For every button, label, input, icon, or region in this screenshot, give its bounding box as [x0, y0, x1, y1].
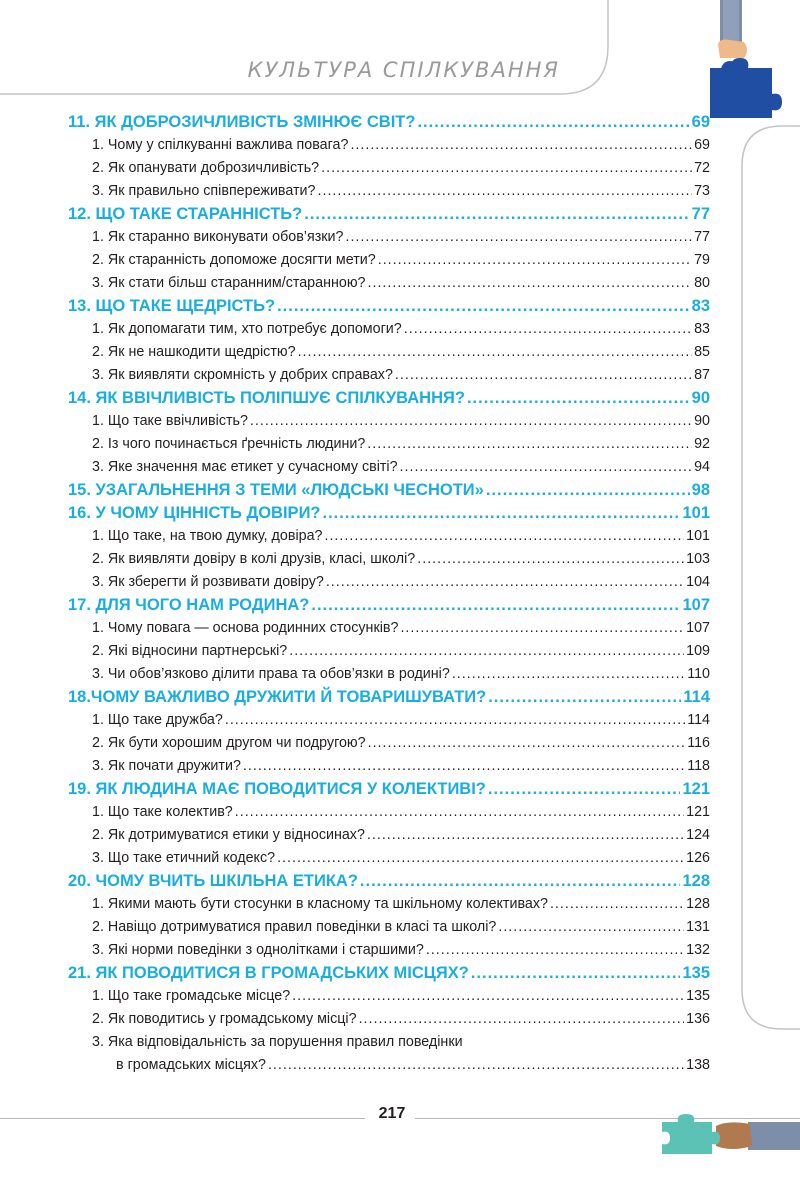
toc-subtopic-entry[interactable] [68, 318, 710, 341]
dot-leader [324, 525, 684, 548]
dot-leader [400, 617, 684, 640]
dot-leader [367, 824, 684, 847]
toc-chapter-entry[interactable] [68, 962, 710, 985]
toc-entry-title: 3. Як зберегти й розвивати довіру? [92, 574, 324, 590]
toc-subtopic-entry[interactable] [68, 663, 710, 686]
toc-entry-title: 13. ЩО ТАКЕ ЩЕДРІСТЬ? [68, 297, 276, 315]
toc-entry-title: 16. У ЧОМУ ЦІННІСТЬ ДОВІРИ? [68, 504, 321, 522]
dot-leader [298, 341, 693, 364]
dot-leader [498, 916, 684, 939]
hand-holding-puzzle-illustration [700, 0, 800, 125]
toc-entry-title: 2. Із чого починається ґречність людини? [92, 436, 366, 452]
toc-entry-title: 3. Як правильно співпереживати? [92, 183, 316, 199]
toc-page-number: 116 [687, 735, 710, 751]
dot-leader [304, 203, 689, 226]
dot-leader [277, 295, 690, 318]
toc-entry-title: 3. Що таке етичний кодекс? [92, 850, 276, 866]
toc-chapter-entry[interactable] [68, 778, 710, 801]
toc-subtopic-entry[interactable] [68, 801, 710, 824]
dot-leader [318, 180, 693, 203]
toc-page-number: 73 [694, 183, 710, 199]
footer-divider-left [0, 1118, 365, 1119]
toc-entry-title: 1. Якими мають бути стосунки в класному та шкільному колективах? [92, 896, 548, 912]
toc-subtopic-entry[interactable] [68, 939, 710, 962]
toc-entry-title: 1. Чому повага — основа родинних стосунків? [92, 620, 399, 636]
toc-entry-title: 3. Які норми поведінки з однолітками і старшими? [92, 942, 424, 958]
toc-page-number: 107 [686, 620, 710, 636]
toc-page-number: 69 [691, 113, 710, 131]
toc-page-number: 85 [694, 344, 710, 360]
toc-page-number: 83 [694, 321, 710, 337]
dot-leader [368, 732, 686, 755]
toc-entry-title: 2. Як не нашкодити щедрістю? [92, 344, 296, 360]
dot-leader [395, 364, 692, 387]
toc-entry-title: 1. Чому у спілкуванні важлива повага? [92, 137, 349, 153]
toc-chapter-entry[interactable] [68, 502, 710, 525]
toc-page-number: 110 [687, 666, 710, 682]
toc-page-number: 77 [694, 229, 710, 245]
toc-subtopic-entry[interactable] [68, 847, 710, 870]
dot-leader [404, 318, 692, 341]
dot-leader [488, 686, 681, 709]
toc-page-number: 109 [686, 643, 710, 659]
toc-entry-title: 2. Як поводитись у громадському місці? [92, 1011, 357, 1027]
toc-entry-title: 18.ЧОМУ ВАЖЛИВО ДРУЖИТИ Й ТОВАРИШУВАТИ? [68, 688, 487, 706]
toc-entry-title: 11. ЯК ДОБРОЗИЧЛИВІСТЬ ЗМІНЮЄ СВІТ? [68, 113, 416, 131]
toc-chapter-entry[interactable] [68, 870, 710, 893]
dot-leader [326, 571, 684, 594]
toc-entry-title: 15. УЗАГАЛЬНЕННЯ З ТЕМИ «ЛЮДСЬКІ ЧЕСНОТИ» [68, 481, 484, 499]
toc-entry-title: 19. ЯК ЛЮДИНА МАЄ ПОВОДИТИСЯ У КОЛЕКТИВІ? [68, 780, 486, 798]
toc-chapter-entry[interactable] [68, 111, 710, 134]
toc-entry-title: в громадських місцях? [116, 1057, 266, 1073]
toc-page-number: 138 [686, 1057, 710, 1073]
toc-page-number: 114 [683, 688, 710, 706]
toc-subtopic-entry[interactable] [68, 755, 710, 778]
toc-page-number: 103 [686, 551, 710, 567]
toc-page-number: 132 [686, 942, 710, 958]
toc-subtopic-entry[interactable] [68, 893, 710, 916]
toc-entry-title: 1. Що таке колектив? [92, 804, 233, 820]
toc-entry-title: 1. Що таке громадське місце? [92, 988, 291, 1004]
toc-entry-title: 17. ДЛЯ ЧОГО НАМ РОДИНА? [68, 596, 310, 614]
toc-subtopic-entry[interactable] [68, 433, 710, 456]
toc-entry-title: 3. Як виявляти скромність у добрих справах? [92, 367, 393, 383]
toc-entry-title: 1. Як допомагати тим, хто потребує допомоги? [92, 321, 402, 337]
toc-page-number: 131 [686, 919, 710, 935]
dot-leader [292, 985, 684, 1008]
toc-subtopic-entry[interactable] [68, 180, 710, 203]
toc-entry-title: 2. Як дотримуватися етики у відносинах? [92, 827, 365, 843]
toc-subtopic-entry[interactable] [68, 1008, 710, 1031]
toc-page-number: 72 [694, 160, 710, 176]
toc-page-number: 90 [694, 413, 710, 429]
toc-entry-title-line1: 3. Яка відповідальність за порушення правил поведінки [92, 1034, 463, 1050]
toc-subtopic-entry[interactable] [68, 272, 710, 295]
toc-page-number: 80 [694, 275, 710, 291]
dot-leader [235, 801, 684, 824]
dot-leader [417, 548, 684, 571]
dot-leader [426, 939, 684, 962]
toc-entry-title: 2. Як старанність допоможе досягти мети? [92, 252, 376, 268]
toc-entry-title: 2. Як опанувати доброзичливість? [92, 160, 320, 176]
dot-leader [367, 433, 692, 456]
toc-page-number: 135 [686, 988, 710, 1004]
toc-page-number: 101 [686, 528, 710, 544]
toc-page-number: 107 [682, 596, 710, 614]
toc-subtopic-entry[interactable] [68, 640, 710, 663]
toc-subtopic-entry[interactable] [68, 571, 710, 594]
toc-page-number: 83 [691, 297, 710, 315]
dot-leader [323, 502, 681, 525]
toc-page-number: 136 [686, 1011, 710, 1027]
toc-subtopic-entry[interactable] [68, 249, 710, 272]
toc-subtopic-entry[interactable] [68, 456, 710, 479]
toc-subtopic-entry[interactable] [68, 1031, 710, 1077]
toc-subtopic-entry[interactable] [68, 364, 710, 387]
toc-subtopic-entry[interactable] [68, 985, 710, 1008]
dot-leader [417, 111, 689, 134]
toc-entry-title: 2. Як виявляти довіру в колі друзів, класі, школі? [92, 551, 416, 567]
dot-leader [378, 249, 692, 272]
toc-page-number: 124 [686, 827, 710, 843]
page-number: 217 [378, 1105, 406, 1122]
toc-entry-title: 2. Як бути хорошим другом чи подругою? [92, 735, 366, 751]
toc-page-number: 101 [682, 504, 710, 522]
dot-leader [486, 479, 690, 502]
running-header-title: КУЛЬТУРА СПІЛКУВАННЯ [247, 58, 560, 82]
toc-chapter-entry[interactable] [68, 387, 710, 410]
dot-leader [225, 709, 685, 732]
dot-leader [359, 1008, 685, 1031]
toc-subtopic-entry[interactable] [68, 341, 710, 364]
toc-page-number: 135 [682, 964, 710, 982]
toc-page-number: 87 [694, 367, 710, 383]
dot-leader [360, 870, 681, 893]
toc-chapter-entry[interactable] [68, 594, 710, 617]
dot-leader [452, 663, 685, 686]
toc-page-number: 104 [686, 574, 710, 590]
toc-page-number: 126 [686, 850, 710, 866]
toc-subtopic-entry[interactable] [68, 134, 710, 157]
toc-subtopic-entry[interactable] [68, 410, 710, 433]
toc-entry-title: 3. Як почати дружити? [92, 758, 241, 774]
toc-subtopic-entry[interactable] [68, 525, 710, 548]
side-frame [740, 125, 800, 1030]
toc-page-number: 92 [694, 436, 710, 452]
toc-entry-title: 2. Навіщо дотримуватися правил поведінки в класі та школі? [92, 919, 497, 935]
hand-with-puzzle-piece-illustration [660, 1112, 800, 1160]
toc-entry-title: 2. Які відносини партнерські? [92, 643, 288, 659]
toc-subtopic-entry[interactable] [68, 709, 710, 732]
toc-subtopic-entry[interactable] [68, 916, 710, 939]
toc-subtopic-entry[interactable] [68, 226, 710, 249]
toc-chapter-entry[interactable] [68, 295, 710, 318]
dot-leader [488, 778, 681, 801]
toc-subtopic-entry[interactable] [68, 548, 710, 571]
dot-leader [400, 456, 693, 479]
toc-entry-title: 1. Що таке ввічливість? [92, 413, 248, 429]
dot-leader [243, 755, 685, 778]
toc-page-number: 90 [691, 389, 710, 407]
toc-chapter-entry[interactable] [68, 686, 710, 709]
dot-leader [311, 594, 680, 617]
toc-page-number: 79 [694, 252, 710, 268]
dot-leader [250, 410, 692, 433]
toc-chapter-entry[interactable] [68, 203, 710, 226]
toc-entry-title: 1. Що таке дружба? [92, 712, 223, 728]
toc-subtopic-entry[interactable] [68, 617, 710, 640]
dot-leader [289, 640, 684, 663]
dot-leader [350, 134, 692, 157]
toc-page-number: 128 [686, 896, 710, 912]
toc-page-number: 121 [682, 780, 710, 798]
toc-subtopic-entry[interactable] [68, 824, 710, 847]
toc-subtopic-entry[interactable] [68, 157, 710, 180]
toc-page-number: 94 [694, 459, 710, 475]
toc-entry-title: 3. Як стати більш старанним/старанною? [92, 275, 366, 291]
toc-page-number: 98 [691, 481, 710, 499]
toc-subtopic-entry[interactable] [68, 732, 710, 755]
toc-page-number: 69 [694, 137, 710, 153]
toc-entry-title: 12. ЩО ТАКЕ СТАРАННІСТЬ? [68, 205, 303, 223]
toc-page-number: 121 [686, 804, 710, 820]
dot-leader [268, 1054, 684, 1077]
dot-leader [368, 272, 693, 295]
toc-entry-title: 20. ЧОМУ ВЧИТЬ ШКІЛЬНА ЕТИКА? [68, 872, 358, 890]
dot-leader [467, 387, 690, 410]
toc-entry-title: 21. ЯК ПОВОДИТИСЯ В ГРОМАДСЬКИХ МІСЦЯХ? [68, 964, 469, 982]
toc-entry-title: 1. Як старанно виконувати обов’язки? [92, 229, 344, 245]
dot-leader [345, 226, 692, 249]
table-of-contents [68, 111, 710, 1077]
toc-entry-title: 1. Що таке, на твою думку, довіра? [92, 528, 323, 544]
toc-page-number: 77 [691, 205, 710, 223]
dot-leader [277, 847, 684, 870]
toc-page-number: 114 [687, 712, 710, 728]
dot-leader [321, 157, 692, 180]
toc-page-number: 128 [682, 872, 710, 890]
toc-chapter-entry[interactable] [68, 479, 710, 502]
toc-entry-title: 3. Чи обов’язково ділити права та обов’язки в родині? [92, 666, 450, 682]
toc-entry-title: 3. Яке значення має етикет у сучасному світі? [92, 459, 398, 475]
toc-entry-title: 14. ЯК ВВІЧЛИВІСТЬ ПОЛІПШУЄ СПІЛКУВАННЯ? [68, 389, 465, 407]
dot-leader [471, 962, 681, 985]
dot-leader [550, 893, 684, 916]
toc-page-number: 118 [687, 758, 710, 774]
